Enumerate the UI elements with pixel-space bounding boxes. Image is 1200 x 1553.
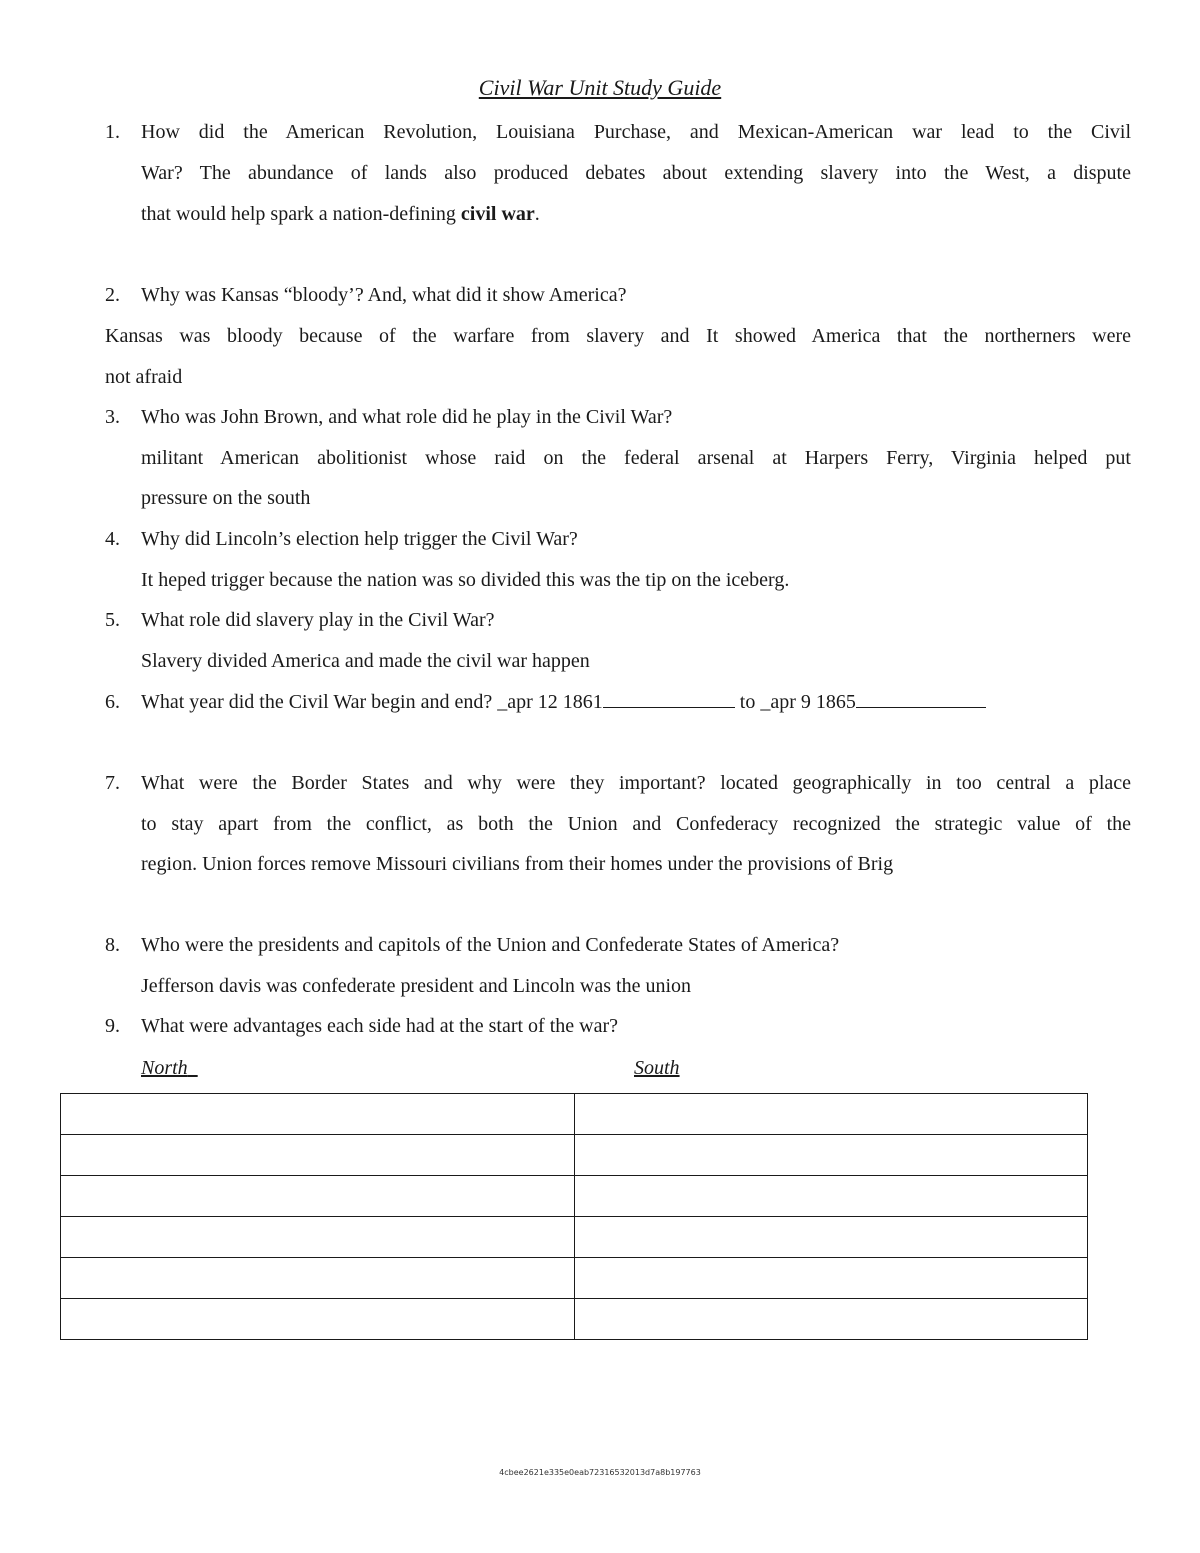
document-id-footer: 4cbee2621e335e0eab72316532013d7a8b197763 <box>499 1468 701 1477</box>
table-row <box>61 1258 1088 1299</box>
q7-line-2: to stay apart from the conflict, as both the Union and Confederacy recognized the strategic value of the <box>141 813 1131 835</box>
q2-answer-line-1: Kansas was bloody because of the warfare from slavery and It showed America that the northerners were <box>105 325 1131 347</box>
north-cell[interactable] <box>61 1094 575 1135</box>
north-cell[interactable] <box>61 1176 575 1217</box>
q9-number: 9. <box>105 1015 120 1037</box>
q8-question: Who were the presidents and capitols of the Union and Confederate States of America? <box>141 934 840 956</box>
q1-line-3-text: that would help spark a nation-defining <box>141 203 461 225</box>
q9-question: What were advantages each side had at the start of the war? <box>141 1015 618 1037</box>
q6-end-blank <box>856 685 986 708</box>
q5-answer: Slavery divided America and made the civil war happen <box>141 650 590 672</box>
q3-answer-line-2: pressure on the south <box>141 487 311 509</box>
north-cell[interactable] <box>61 1135 575 1176</box>
q4-answer: It heped trigger because the nation was so divided this was the tip on the iceberg. <box>141 569 790 591</box>
north-cell[interactable] <box>61 1217 575 1258</box>
q2-answer-line-2: not afraid <box>105 366 183 388</box>
q3-question: Who was John Brown, and what role did he play in the Civil War? <box>141 406 673 428</box>
south-cell[interactable] <box>574 1217 1088 1258</box>
north-cell[interactable] <box>61 1258 575 1299</box>
north-heading <box>141 1048 198 1088</box>
south-cell[interactable] <box>574 1258 1088 1299</box>
q7-line-3: region. Union forces remove Missouri civilians from their homes under the provisions of Brig <box>141 853 894 875</box>
south-cell[interactable] <box>574 1176 1088 1217</box>
page-title: Civil War Unit Study Guide <box>478 75 722 100</box>
q1-line-2: War? The abundance of lands also produced debates about extending slavery into the West, a dispute <box>141 162 1131 184</box>
table-row <box>61 1176 1088 1217</box>
q4-question: Why did Lincoln’s election help trigger the Civil War? <box>141 528 578 550</box>
q1-line-3-end: . <box>534 203 540 225</box>
q7-line-1: What were the Border States and why were they important? located geographically in too central a place <box>141 772 1131 794</box>
table-row <box>61 1299 1088 1340</box>
table-row <box>61 1217 1088 1258</box>
q6-connector: to <box>734 691 761 713</box>
q6-question: What year did the Civil War begin and end? <box>141 691 498 713</box>
north-cell[interactable] <box>61 1299 575 1340</box>
q2-question: Why was Kansas “bloody’? And, what did it show America? <box>141 284 627 306</box>
q5-question: What role did slavery play in the Civil War? <box>141 609 495 631</box>
q6-begin-blank <box>603 685 735 708</box>
q1-number: 1. <box>105 121 120 143</box>
q3-answer-line-1: militant American abolitionist whose raid on the federal arsenal at Harpers Ferry, Virginia helped put <box>141 447 1131 469</box>
south-cell[interactable] <box>574 1094 1088 1135</box>
south-cell[interactable] <box>574 1299 1088 1340</box>
q8-answer: Jefferson davis was confederate president and Lincoln was the union <box>141 975 692 997</box>
table-row <box>61 1094 1088 1135</box>
q6-line <box>141 682 1131 722</box>
q8-number: 8. <box>105 934 120 956</box>
q4-number: 4. <box>105 528 120 550</box>
q7-number: 7. <box>105 772 120 794</box>
q6-begin-answer: _apr 12 1861 <box>497 691 603 713</box>
q2-number: 2. <box>105 284 120 306</box>
south-cell[interactable] <box>574 1135 1088 1176</box>
advantages-table <box>60 1093 1088 1340</box>
q1-bold-term: civil war <box>460 203 535 225</box>
south-heading: South <box>634 1057 680 1079</box>
q6-number: 6. <box>105 691 120 713</box>
north-label: North <box>141 1057 188 1079</box>
q6-end-answer: _apr 9 1865 <box>760 691 856 713</box>
table-row <box>61 1135 1088 1176</box>
q3-number: 3. <box>105 406 120 428</box>
q5-number: 5. <box>105 609 120 631</box>
q1-line-3 <box>141 194 1131 234</box>
q1-line-1: How did the American Revolution, Louisiana Purchase, and Mexican-American war lead to the Civil <box>141 121 1131 143</box>
